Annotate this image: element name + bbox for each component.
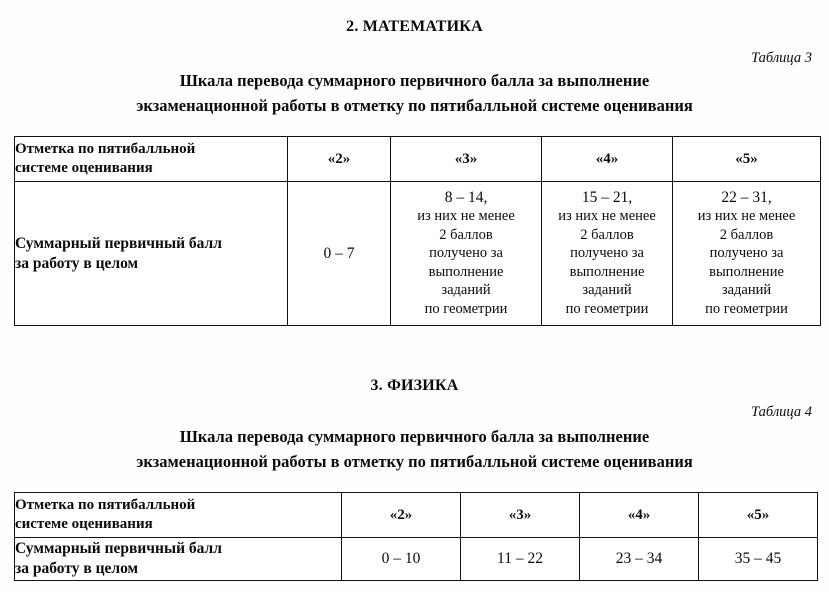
scale-heading-line-2: экзаменационной работы в отметку по пятибалльной системе оценивания [136,96,693,115]
header-cell-grade-4: «4» [580,493,699,538]
scale-heading-line-2: экзаменационной работы в отметку по пятибалльной системе оценивания [136,452,693,471]
table-header-row [15,137,821,182]
score-note-line-1: из них не менее [417,208,515,225]
score-note-line-5: заданий [582,282,632,299]
score-note-line-2: 2 баллов [580,226,634,243]
header-criterion-line-1: Отметка по пятибалльной [15,497,196,513]
table-caption-3: Таблица 3 [751,50,812,66]
score-range-grade-4: 23 – 34 [580,538,699,581]
score-note-line-4: выполнение [569,263,645,280]
header-cell-grade-2: «2» [288,137,391,182]
scale-heading-line-1: Шкала перевода суммарного первичного балла за выполнение [179,71,650,90]
table-row [15,182,821,326]
row-label-line-2: за работу в целом [15,560,139,577]
header-cell-grade-2: «2» [342,493,461,538]
header-cell-grade-3: «3» [461,493,580,538]
header-cell-grade-4: «4» [542,137,673,182]
scale-heading-mathematics [0,68,829,118]
section-title-mathematics: 2. МАТЕМАТИКА [346,18,483,35]
score-range-grade-2: 0 – 10 [342,538,461,581]
score-note-line-4: выполнение [709,263,784,280]
score-range-grade-4 [542,182,673,326]
section-title-physics: 3. ФИЗИКА [370,377,459,394]
score-range-grade-5 [673,182,821,326]
header-criterion-line-2: системе оценивания [15,160,153,176]
grade-scale-table-physics [14,492,818,581]
table-caption-4: Таблица 4 [751,404,812,420]
score-range-grade-2: 0 – 7 [288,182,391,326]
header-cell-grade-5: «5» [699,493,818,538]
header-cell-grade-5: «5» [673,137,821,182]
score-range-value: 8 – 14, [444,188,488,206]
score-note-line-3: получено за [709,245,784,262]
score-note-line-2: 2 баллов [719,226,774,243]
score-range-grade-5: 35 – 45 [699,538,818,581]
scale-heading-line-1: Шкала перевода суммарного первичного балла за выполнение [179,427,650,446]
row-label-line-1: Суммарный первичный балл [15,234,222,252]
table-row [15,538,818,581]
header-criterion-line-2: системе оценивания [15,516,153,532]
header-cell-grade-3: «3» [391,137,542,182]
header-cell-criterion [15,137,288,182]
score-note-line-4: выполнение [428,263,504,280]
score-note-line-3: получено за [429,245,503,262]
score-range-value: 22 – 31, [721,188,772,206]
score-note-line-6: по геометрии [705,300,788,317]
header-cell-criterion [15,493,342,538]
row-label-total-score [15,538,342,581]
score-range-grade-3 [391,182,542,326]
score-note-line-1: из них не менее [558,208,656,225]
grade-scale-table-mathematics [14,136,821,326]
score-note-line-5: заданий [721,282,772,299]
header-criterion-line-1: Отметка по пятибалльной [15,141,196,157]
score-note-line-5: заданий [441,282,491,299]
row-label-total-score [15,182,288,326]
scale-heading-physics [0,424,829,474]
score-range-value: 15 – 21, [581,188,633,206]
score-note-line-6: по геометрии [565,300,649,317]
score-note-line-2: 2 баллов [439,226,493,243]
score-note-line-1: из них не менее [697,208,796,225]
table-header-row [15,493,818,538]
score-range-grade-3: 11 – 22 [461,538,580,581]
row-label-line-2: за работу в целом [15,254,139,272]
score-note-line-6: по геометрии [424,300,508,317]
score-note-line-3: получено за [570,245,644,262]
row-label-line-1: Суммарный первичный балл [15,540,222,557]
